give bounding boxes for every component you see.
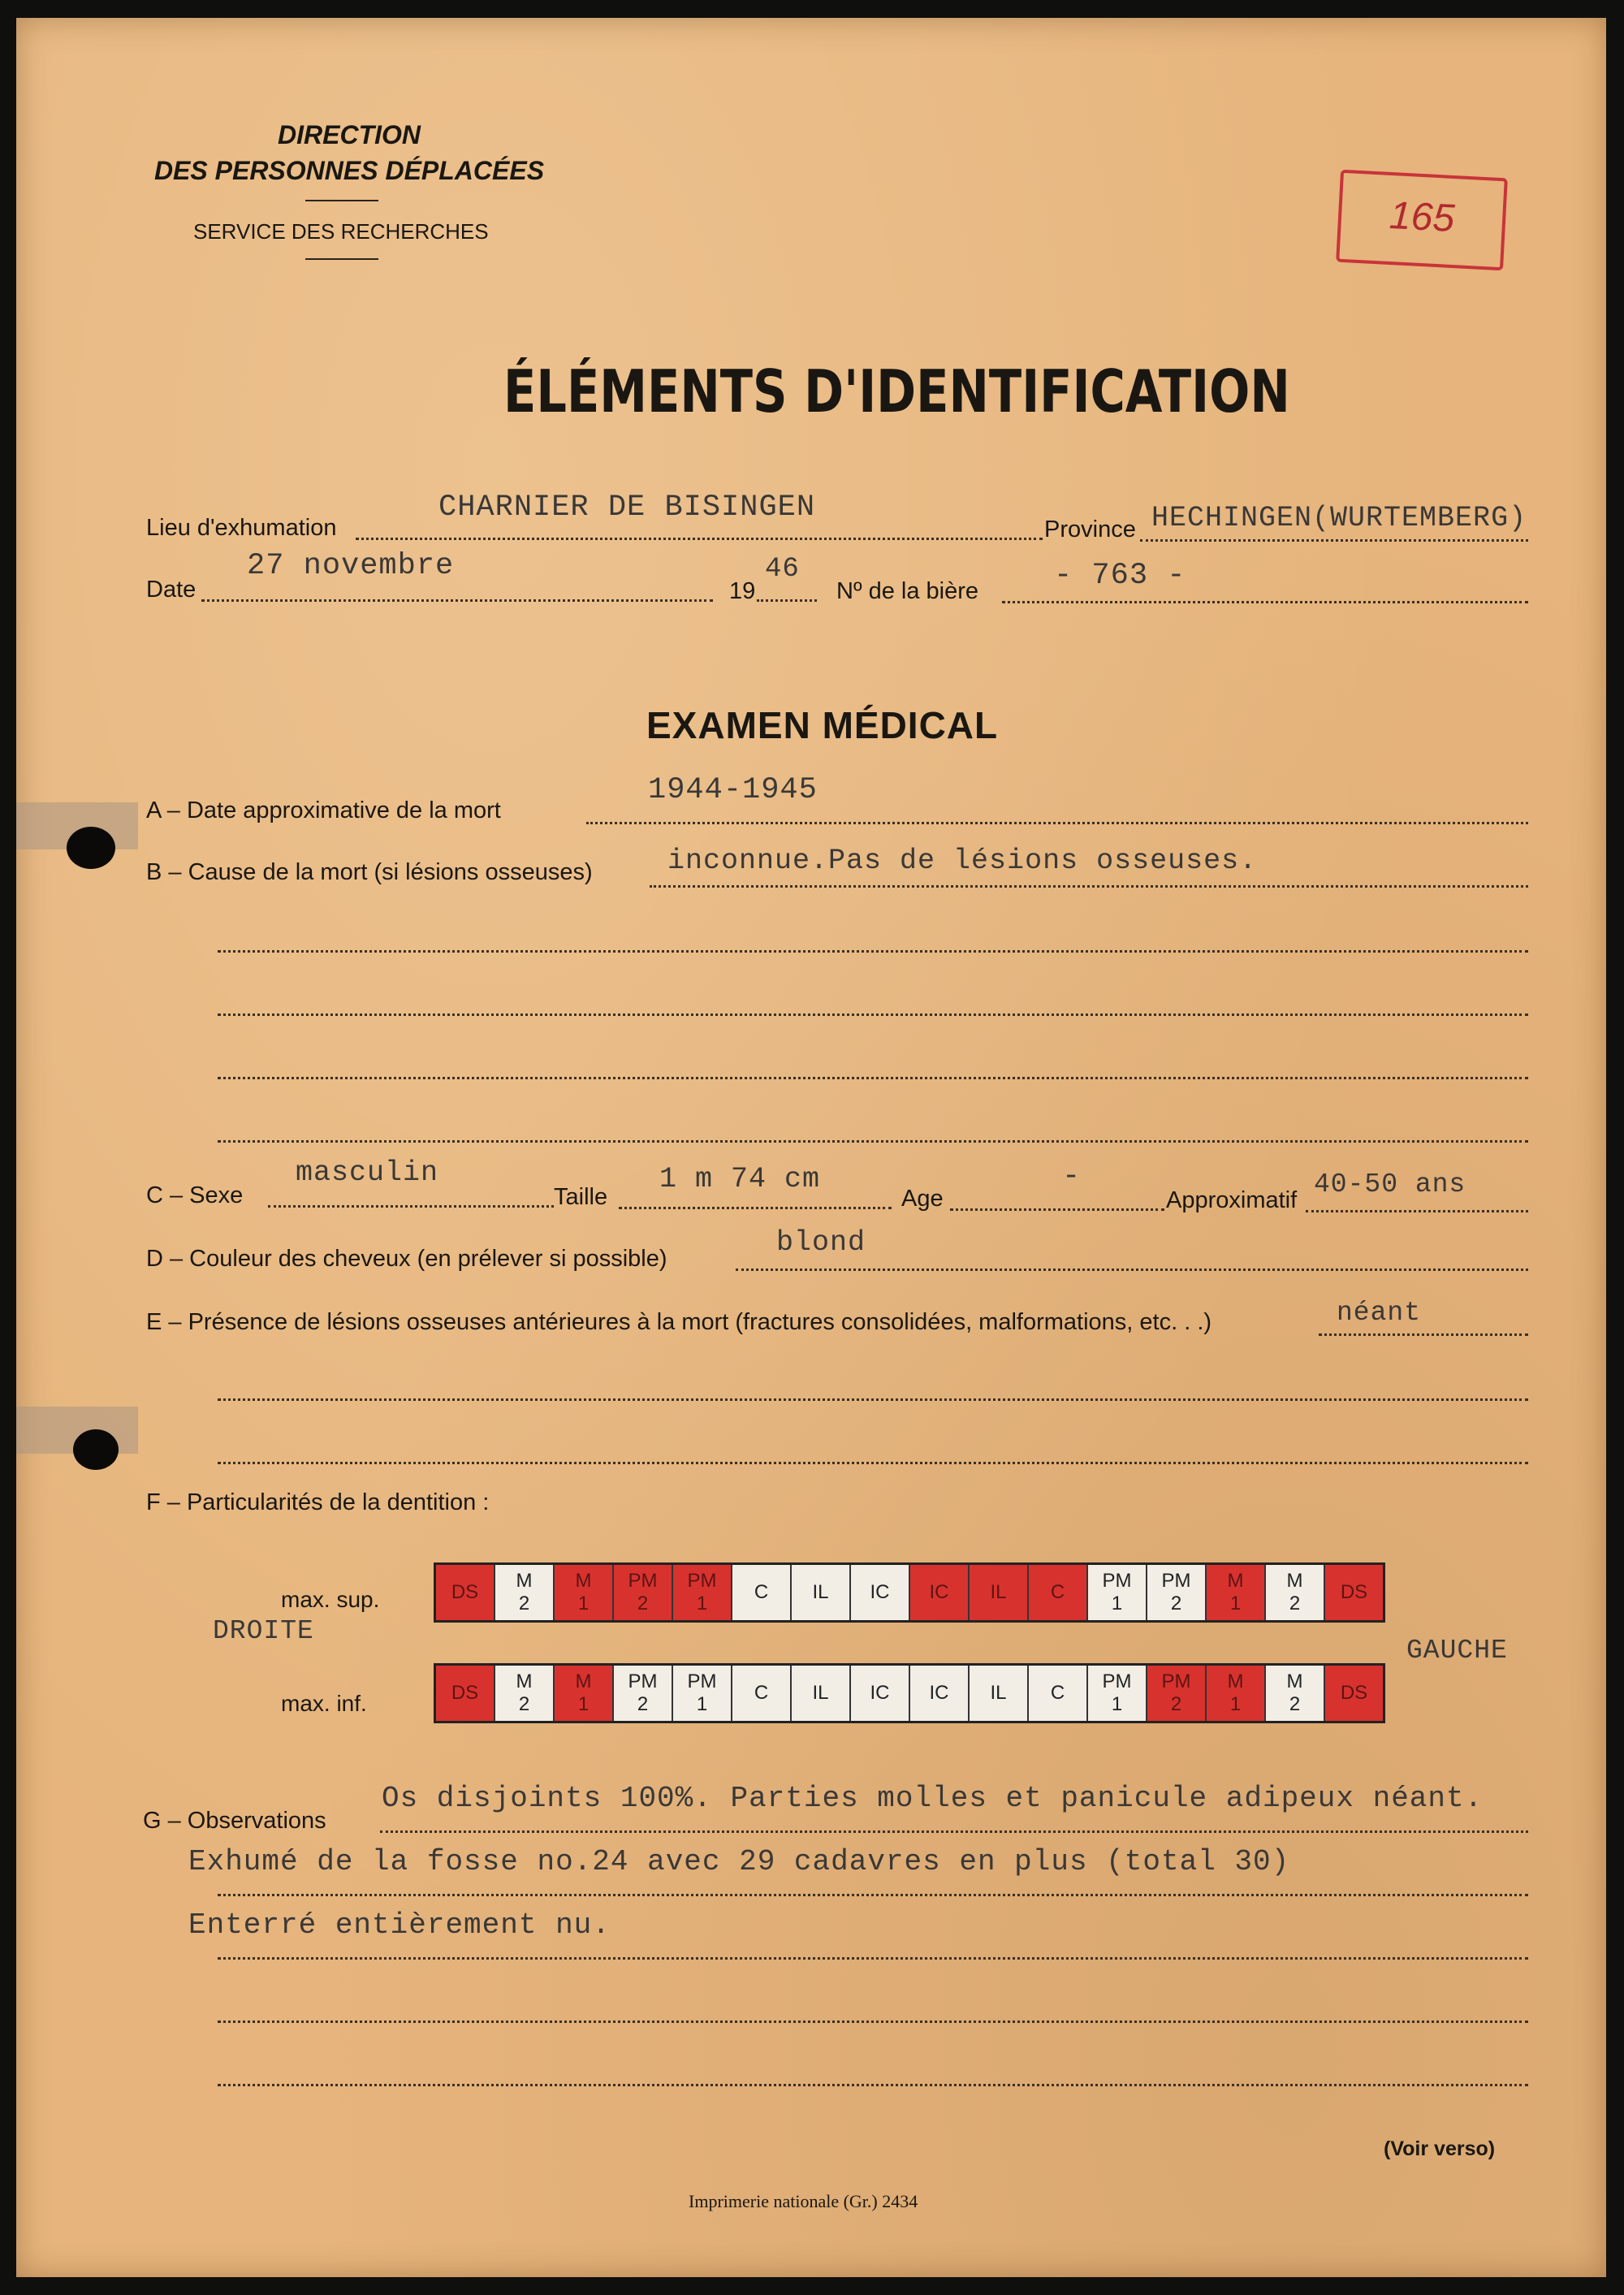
date-line	[201, 599, 713, 602]
upper-tooth-cell	[614, 1565, 673, 1620]
voir-verso: (Voir verso)	[1384, 2137, 1496, 2160]
tooth-code: DS	[1340, 1682, 1368, 1704]
e-line	[1319, 1333, 1528, 1336]
g-line-5	[218, 2084, 1528, 2086]
tooth-code: IL	[990, 1682, 1007, 1704]
tooth-index: 1	[696, 1693, 708, 1715]
tooth-index: 2	[1170, 1593, 1182, 1614]
upper-tooth-cell	[1029, 1565, 1088, 1620]
c-taille-line	[619, 1207, 892, 1209]
tooth-index: 1	[1111, 1693, 1123, 1715]
upper-tooth-cell	[555, 1565, 614, 1620]
tooth-code: IL	[812, 1682, 829, 1704]
tooth-index: 1	[696, 1593, 708, 1614]
lower-tooth-cell	[1266, 1666, 1325, 1721]
tooth-code: M	[516, 1670, 533, 1692]
tooth-index: 2	[518, 1593, 530, 1614]
lower-tooth-cell	[495, 1666, 555, 1721]
c-age-value: -	[1062, 1160, 1082, 1194]
stamp-number: 165	[1388, 193, 1456, 241]
date-label: Date	[146, 577, 197, 603]
e-label: E – Présence de lésions osseuses antérieures à la mort (fractures consolidées, malformations, etc. . .)	[146, 1309, 1212, 1335]
tooth-code: M	[1227, 1570, 1244, 1592]
header-department: DES PERSONNES DÉPLACÉES	[153, 156, 545, 185]
tooth-index: 1	[577, 1693, 590, 1715]
tooth-code: C	[1050, 1682, 1065, 1704]
tooth-code: PM	[1161, 1670, 1191, 1692]
punch-hole-top	[67, 827, 115, 869]
upper-tooth-cell	[1088, 1565, 1147, 1620]
a-value: 1944-1945	[648, 773, 818, 807]
tooth-index: 2	[1289, 1593, 1301, 1614]
tooth-code: PM	[687, 1570, 717, 1592]
d-label: D – Couleur des cheveux (en prélever si possible)	[146, 1246, 667, 1272]
tooth-code: IC	[870, 1581, 890, 1603]
b-extra-line-1	[218, 950, 1528, 953]
upper-jaw-label: max. sup.	[281, 1587, 380, 1612]
d-value: blond	[776, 1226, 866, 1259]
upper-tooth-cell	[1325, 1565, 1383, 1620]
tooth-code: M	[1286, 1670, 1303, 1692]
page-title: ÉLÉMENTS D'IDENTIFICATION	[503, 357, 1290, 426]
archive-number-stamp	[1336, 170, 1508, 271]
year-value: 46	[765, 554, 800, 585]
upper-tooth-cell	[910, 1565, 970, 1620]
lower-tooth-cell	[1147, 1666, 1207, 1721]
date-value: 27 novembre	[247, 549, 455, 583]
b-extra-line-2	[218, 1014, 1528, 1016]
b-label: B – Cause de la mort (si lésions osseuses)	[146, 859, 593, 885]
tooth-index: 1	[577, 1593, 590, 1614]
biere-label: Nº de la bière	[836, 578, 979, 604]
tooth-code: DS	[451, 1682, 479, 1704]
g-observation-2: Exhumé de la fosse no.24 avec 29 cadavres en plus (total 30)	[188, 1845, 1290, 1878]
upper-tooth-cell	[970, 1565, 1029, 1620]
year-line	[757, 599, 817, 602]
c-approx-line	[1306, 1210, 1528, 1212]
e-extra-line-2	[218, 1462, 1528, 1464]
tooth-code: M	[1286, 1570, 1303, 1592]
upper-tooth-cell	[1147, 1565, 1207, 1620]
tooth-code: DS	[451, 1581, 479, 1603]
lieu-label: Lieu d'exhumation	[146, 515, 337, 541]
province-line	[1140, 539, 1528, 542]
header-direction: DIRECTION	[278, 120, 421, 149]
tooth-code: IL	[812, 1581, 829, 1603]
year-prefix: 19	[729, 578, 756, 604]
province-value: HECHINGEN(WURTEMBERG)	[1151, 502, 1527, 534]
lower-jaw-label: max. inf.	[281, 1691, 367, 1716]
c-approx-label: Approximatif	[1166, 1187, 1298, 1213]
tooth-code: M	[575, 1570, 592, 1592]
lieu-value: CHARNIER DE BISINGEN	[438, 491, 816, 525]
lower-tooth-cell	[1088, 1666, 1147, 1721]
lower-tooth-cell	[1029, 1666, 1088, 1721]
lower-tooth-cell	[732, 1666, 792, 1721]
tooth-code: M	[1227, 1670, 1244, 1692]
b-value: inconnue.Pas de lésions osseuses.	[667, 845, 1258, 877]
imprimerie-imprint: Imprimerie nationale (Gr.) 2434	[689, 2191, 918, 2211]
upper-tooth-cell	[732, 1565, 792, 1620]
d-line	[736, 1269, 1528, 1271]
lower-tooth-cell	[851, 1666, 910, 1721]
lower-tooth-cell	[673, 1666, 732, 1721]
tooth-index: 1	[1111, 1593, 1123, 1614]
upper-tooth-cell	[436, 1565, 495, 1620]
lower-teeth-row	[434, 1663, 1385, 1723]
biere-line	[1002, 601, 1528, 603]
gauche-label: GAUCHE	[1406, 1636, 1508, 1666]
lower-tooth-cell	[1207, 1666, 1266, 1721]
c-approx-value: 40-50 ans	[1314, 1169, 1466, 1199]
c-sexe-value: masculin	[296, 1156, 439, 1189]
tooth-code: IC	[870, 1682, 890, 1704]
lower-tooth-cell	[1325, 1666, 1383, 1721]
lower-tooth-cell	[792, 1666, 851, 1721]
f-label: F – Particularités de la dentition :	[146, 1489, 490, 1515]
c-taille-value: 1 m 74 cm	[659, 1163, 821, 1195]
tooth-code: PM	[628, 1670, 658, 1692]
upper-teeth-row	[434, 1562, 1385, 1623]
a-label: A – Date approximative de la mort	[146, 797, 501, 823]
tooth-index: 2	[518, 1693, 530, 1715]
tooth-code: PM	[1102, 1570, 1132, 1592]
tooth-code: PM	[687, 1670, 717, 1692]
province-label: Province	[1044, 516, 1136, 542]
tooth-code: PM	[1102, 1670, 1132, 1692]
g-label: G – Observations	[143, 1808, 326, 1834]
tooth-code: PM	[1161, 1570, 1191, 1592]
header-rule-1	[305, 200, 378, 201]
tooth-index: 1	[1229, 1593, 1242, 1614]
lower-tooth-cell	[614, 1666, 673, 1721]
lower-tooth-cell	[555, 1666, 614, 1721]
tooth-code: IC	[929, 1581, 949, 1603]
upper-tooth-cell	[1207, 1565, 1266, 1620]
tooth-code: C	[754, 1682, 769, 1704]
header-rule-2	[305, 258, 378, 260]
tooth-code: DS	[1340, 1581, 1368, 1603]
tooth-index: 2	[637, 1693, 649, 1715]
form-sheet	[16, 18, 1606, 2277]
tooth-index: 2	[1289, 1693, 1301, 1715]
examen-heading: EXAMEN MÉDICAL	[646, 704, 999, 746]
g-line-3	[218, 1957, 1528, 1960]
tooth-code: C	[1050, 1581, 1065, 1603]
lower-tooth-cell	[970, 1666, 1029, 1721]
g-observation-3: Enterré entièrement nu.	[188, 1908, 611, 1942]
header-service: SERVICE DES RECHERCHES	[193, 219, 489, 244]
a-line	[586, 822, 1528, 824]
tooth-code: M	[575, 1670, 592, 1692]
biere-value: - 763 -	[1054, 559, 1186, 593]
c-sexe-label: C – Sexe	[146, 1182, 244, 1208]
b-line	[650, 885, 1528, 888]
tooth-index: 2	[637, 1593, 649, 1614]
c-taille-label: Taille	[554, 1184, 608, 1210]
b-extra-line-4	[218, 1140, 1528, 1143]
upper-tooth-cell	[673, 1565, 732, 1620]
tooth-code: PM	[628, 1570, 658, 1592]
e-extra-line-1	[218, 1398, 1528, 1401]
droite-label: DROITE	[213, 1616, 314, 1646]
upper-tooth-cell	[792, 1565, 851, 1620]
upper-tooth-cell	[851, 1565, 910, 1620]
upper-tooth-cell	[495, 1565, 555, 1620]
g-line-2	[218, 1894, 1528, 1896]
tooth-code: C	[754, 1581, 769, 1603]
e-value: néant	[1337, 1298, 1422, 1328]
c-age-label: Age	[901, 1186, 944, 1212]
c-sexe-line	[268, 1205, 554, 1208]
b-extra-line-3	[218, 1077, 1528, 1079]
lower-tooth-cell	[436, 1666, 495, 1721]
tooth-code: M	[516, 1570, 533, 1592]
tooth-code: IC	[929, 1682, 949, 1704]
tooth-index: 2	[1170, 1693, 1182, 1715]
g-line-1	[380, 1830, 1528, 1833]
g-observation-1: Os disjoints 100%. Parties molles et panicule adipeux néant.	[382, 1782, 1484, 1815]
tooth-index: 1	[1229, 1693, 1242, 1715]
g-line-4	[218, 2021, 1528, 2023]
lieu-line	[356, 538, 1043, 540]
c-age-line	[950, 1208, 1164, 1211]
lower-tooth-cell	[910, 1666, 970, 1721]
punch-hole-bottom	[73, 1429, 119, 1470]
tooth-code: IL	[990, 1581, 1007, 1603]
upper-tooth-cell	[1266, 1565, 1325, 1620]
